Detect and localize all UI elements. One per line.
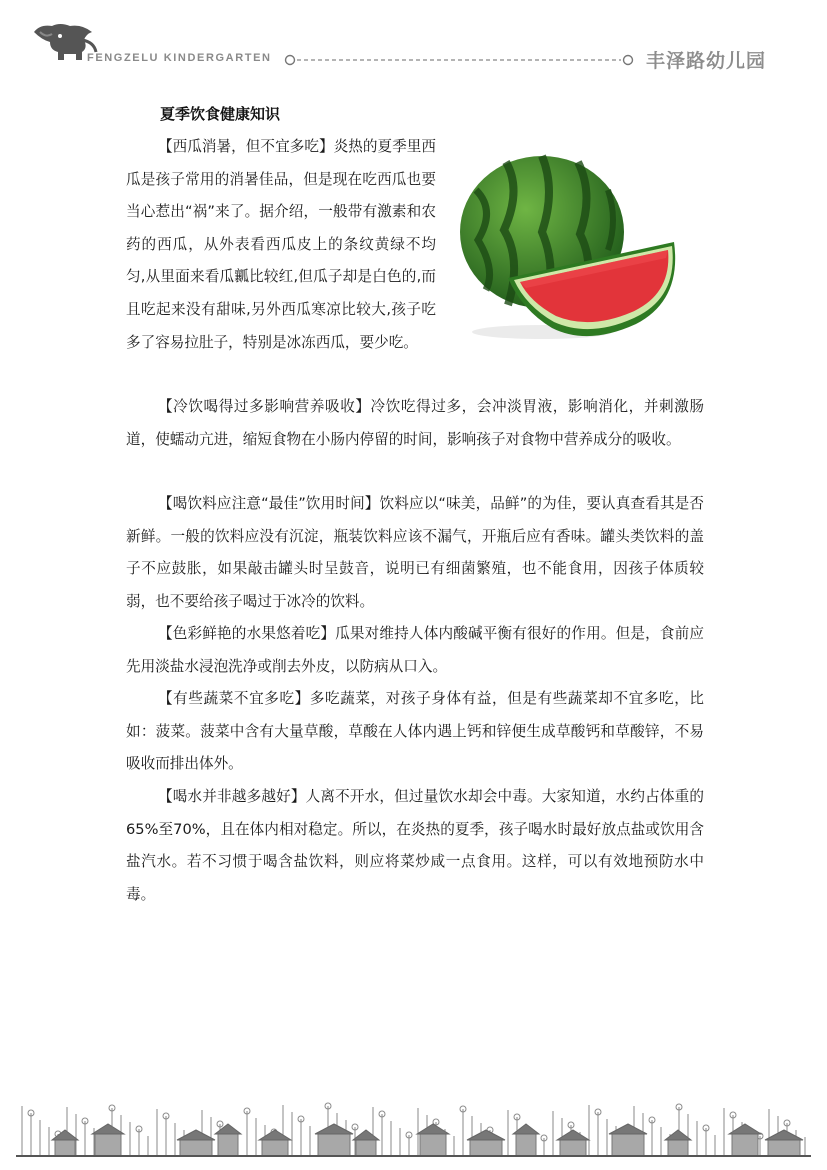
paragraph-vegetables: 【有些蔬菜不宜多吃】多吃蔬菜，对孩子身体有益，但是有些蔬菜却不宜多吃，比如：菠菜。菠菜中含有大量草酸，草酸在人体内遇上钙和锌便生成草酸钙和草酸锌，不易吸收而排出体外。 <box>126 690 704 773</box>
house-body <box>668 1140 688 1156</box>
paragraph-watermelon: 【西瓜消暑，但不宜多吃】炎热的夏季里西瓜是孩子常用的消暑佳品，但是现在吃西瓜也要当心惹出“祸”来了。据介绍，一般带有激素和农药的西瓜，从外表看西瓜皮上的条纹黄绿不均匀,从里面来看瓜瓤比较红,但瓜子却是白色的,而且吃起来没有甜味,另外西瓜寒凉比较大,孩子吃多了容易拉肚子，特别是冰冻西瓜，要少吃。 <box>126 138 436 351</box>
house-body <box>732 1134 758 1156</box>
house-body <box>560 1140 586 1156</box>
school-name-chinese: 丰泽路幼儿园 <box>646 50 767 72</box>
house-roof <box>609 1124 647 1134</box>
house-body <box>55 1140 75 1156</box>
house-body <box>516 1134 536 1156</box>
house-body <box>470 1140 502 1156</box>
house-body <box>612 1134 644 1156</box>
house-roof <box>665 1130 691 1140</box>
house-roof <box>729 1124 761 1134</box>
houses-trees-border <box>0 1092 827 1162</box>
house-body <box>768 1140 800 1156</box>
house-roof <box>315 1124 353 1134</box>
paragraph-fruits: 【色彩鲜艳的水果悠着吃】瓜果对维持人体内酸碱平衡有很好的作用。但是，食前应先用淡盐水浸泡洗净或削去外皮，以防病从口入。 <box>126 625 704 675</box>
house-body <box>420 1134 446 1156</box>
house-roof <box>215 1124 241 1134</box>
house-body <box>356 1140 376 1156</box>
house-roof <box>467 1130 505 1140</box>
school-name-english: FENGZELU KINDERGARTEN <box>87 52 272 64</box>
house-roof <box>765 1130 803 1140</box>
house-body <box>318 1134 350 1156</box>
paragraph-beverages: 【喝饮料应注意“最佳”饮用时间】饮料应以“味美，品鲜”的为佳，要认真查看其是否新鲜。一般的饮料应没有沉淀，瓶装饮料应该不漏气，开瓶后应有香味。罐头类饮料的盖子不应鼓胀，如果敲击罐头时呈鼓音，说明已有细菌繁殖，也不能食用，因孩子体质较弱，也不要给孩子喝过于冰冷的饮料。 <box>126 495 704 610</box>
paragraph-cold-drinks: 【冷饮喝得过多影响营养吸收】冷饮吃得过多，会冲淡胃液，影响消化，并刺激肠道，使蠕动亢进，缩短食物在小肠内停留的时间，影响孩子对食物中营养成分的吸收。 <box>126 398 704 448</box>
house-roof <box>417 1124 449 1134</box>
house-body <box>95 1134 121 1156</box>
house-body <box>218 1134 238 1156</box>
header-dashed-line <box>284 53 634 67</box>
paragraph-water: 【喝水并非越多越好】人离不开水，但过量饮水却会中毒。大家知道，水约占体重的65%至70%，且在体内相对稳定。所以，在炎热的夏季，孩子喝水时最好放点盐或饮用含盐汽水。若不习惯于喝含盐饮料，则应将菜炒咸一点食用。这样，可以有效地预防水中毒。 <box>126 788 704 903</box>
house-body <box>262 1140 288 1156</box>
page-header <box>0 0 827 90</box>
house-roof <box>259 1130 291 1140</box>
house-roof <box>177 1130 215 1140</box>
watermelon-image <box>456 150 688 345</box>
house-body <box>180 1140 212 1156</box>
article-title: 夏季饮食健康知识 <box>160 105 281 123</box>
house-roof <box>92 1124 124 1134</box>
house-roof <box>353 1130 379 1140</box>
